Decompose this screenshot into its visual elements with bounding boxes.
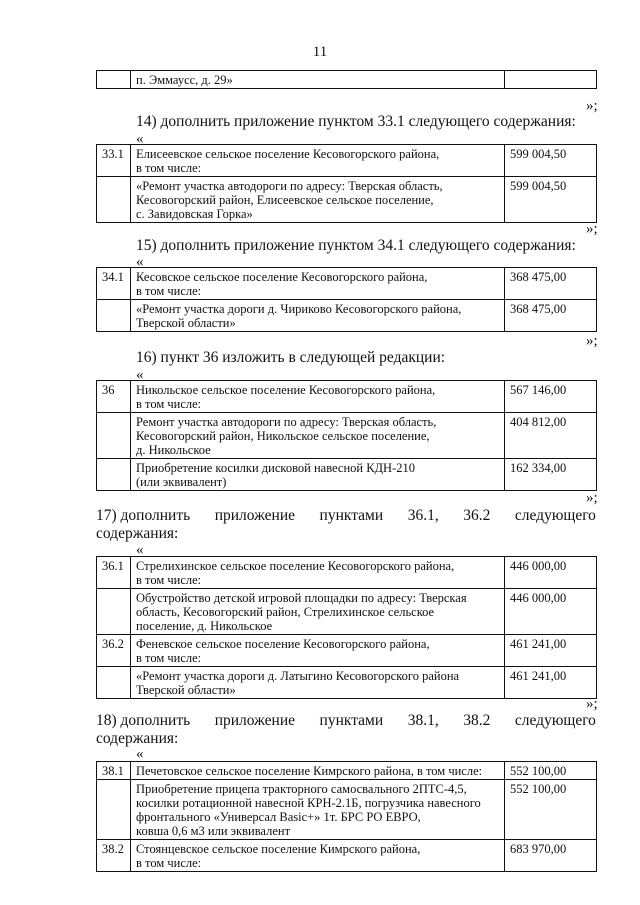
row-number: 38.2: [97, 840, 131, 872]
instruction-15: 15) дополнить приложение пунктом 34.1 следующего содержания:: [136, 237, 576, 254]
table-row: [97, 589, 597, 635]
row-text: «Ремонт участка автодороги по адресу: Тверская область, Кесовогорский район, Елисеевское сельское поселение, с. Завидовская Горка»: [131, 177, 505, 223]
row-number: [97, 667, 131, 699]
row-number: [97, 459, 131, 491]
row-number: 38.1: [97, 762, 131, 780]
row-amount: 552 100,00: [505, 780, 597, 840]
opening-quote: «: [136, 131, 144, 147]
row-number: [97, 780, 131, 840]
row-text: Никольское сельское поселение Кесовогорского района, в том числе:: [131, 381, 505, 413]
row-number: [97, 71, 131, 89]
page-number: 11: [312, 44, 328, 60]
opening-quote: «: [136, 254, 144, 270]
table-row: [97, 459, 597, 491]
table-row: [97, 635, 597, 667]
row-number: 36.2: [97, 635, 131, 667]
row-amount: [505, 71, 597, 89]
row-text: Приобретение прицепа тракторного самосвального 2ПТС-4,5, косилки ротационной навесной КРН-2.1Б, погрузчика навесного фронтального «Универсал Basic+» 1т. БРС РО ЕВРО, ковша 0,6 м3 или эквивалент: [131, 780, 505, 840]
row-number: [97, 300, 131, 332]
row-text: п. Эммаусс, д. 29»: [131, 71, 505, 89]
closing-quote: »;: [586, 98, 598, 114]
item-14-table: [96, 144, 597, 223]
instruction-16: 16) пункт 36 изложить в следующей редакции:: [136, 349, 446, 366]
row-number: 36: [97, 381, 131, 413]
row-amount: 567 146,00: [505, 381, 597, 413]
table-row: [97, 557, 597, 589]
row-text: Приобретение косилки дисковой навесной КДН-210 (или эквивалент): [131, 459, 505, 491]
item-15-table: [96, 267, 597, 332]
table-row: [97, 300, 597, 332]
row-amount: 368 475,00: [505, 300, 597, 332]
table-row: [97, 780, 597, 840]
row-amount: 162 334,00: [505, 459, 597, 491]
opening-quote: «: [136, 746, 144, 762]
table-row: [97, 667, 597, 699]
table-row: [97, 840, 597, 872]
row-amount: 446 000,00: [505, 557, 597, 589]
row-amount: 446 000,00: [505, 589, 597, 635]
closing-quote: »;: [586, 333, 598, 349]
row-number: [97, 413, 131, 459]
row-text: Обустройство детской игровой площадки по адресу: Тверская область, Кесовогорский район, Стрелихинское сельское поселение, д. Никольское: [131, 589, 505, 635]
row-text: «Ремонт участка дороги д. Чириково Кесовогорского района, Тверской области»: [131, 300, 505, 332]
row-number: [97, 589, 131, 635]
row-text: Кесовское сельское поселение Кесовогорского района, в том числе:: [131, 268, 505, 300]
row-text: Стрелихинское сельское поселение Кесовогорского района, в том числе:: [131, 557, 505, 589]
row-amount: 552 100,00: [505, 762, 597, 780]
instruction-17-continuation: содержания:: [96, 525, 179, 542]
table-row: [97, 762, 597, 780]
item-18-table: [96, 761, 597, 872]
row-amount: 599 004,50: [505, 145, 597, 177]
row-amount: 461 241,00: [505, 635, 597, 667]
table-row: [97, 71, 597, 89]
closing-quote: »;: [586, 221, 598, 237]
row-amount: 404 812,00: [505, 413, 597, 459]
row-text: Елисеевское сельское поселение Кесовогорского района, в том числе:: [131, 145, 505, 177]
opening-quote: «: [136, 367, 144, 383]
row-text: Печетовское сельское поселение Кимрского района, в том числе:: [131, 762, 505, 780]
table-row: [97, 268, 597, 300]
table-row: [97, 145, 597, 177]
row-amount: 461 241,00: [505, 667, 597, 699]
instruction-14: 14) дополнить приложение пунктом 33.1 следующего содержания:: [136, 113, 576, 130]
opening-quote: «: [136, 542, 144, 558]
closing-quote: »;: [586, 490, 598, 506]
instruction-17: 17) дополнить приложение пунктами 36.1, 36.2 следующего: [96, 507, 596, 524]
top-fragment-table: [96, 70, 597, 89]
row-number: 36.1: [97, 557, 131, 589]
closing-quote: »;: [586, 696, 598, 712]
item-17-table: [96, 556, 597, 699]
row-text: «Ремонт участка дороги д. Латыгино Кесовогорского района Тверской области»: [131, 667, 505, 699]
table-row: [97, 381, 597, 413]
instruction-18-continuation: содержания:: [96, 730, 179, 747]
instruction-18: 18) дополнить приложение пунктами 38.1, 38.2 следующего: [96, 712, 596, 729]
table-row: [97, 413, 597, 459]
row-text: Ремонт участка автодороги по адресу: Тверская область, Кесовогорский район, Никольское сельское поселение, д. Никольское: [131, 413, 505, 459]
row-text: Стоянцевское сельское поселение Кимрского района, в том числе:: [131, 840, 505, 872]
row-number: 33.1: [97, 145, 131, 177]
item-16-table: [96, 380, 597, 491]
row-number: [97, 177, 131, 223]
row-amount: 599 004,50: [505, 177, 597, 223]
row-number: 34.1: [97, 268, 131, 300]
row-amount: 683 970,00: [505, 840, 597, 872]
row-text: Феневское сельское поселение Кесовогорского района, в том числе:: [131, 635, 505, 667]
row-amount: 368 475,00: [505, 268, 597, 300]
table-row: [97, 177, 597, 223]
